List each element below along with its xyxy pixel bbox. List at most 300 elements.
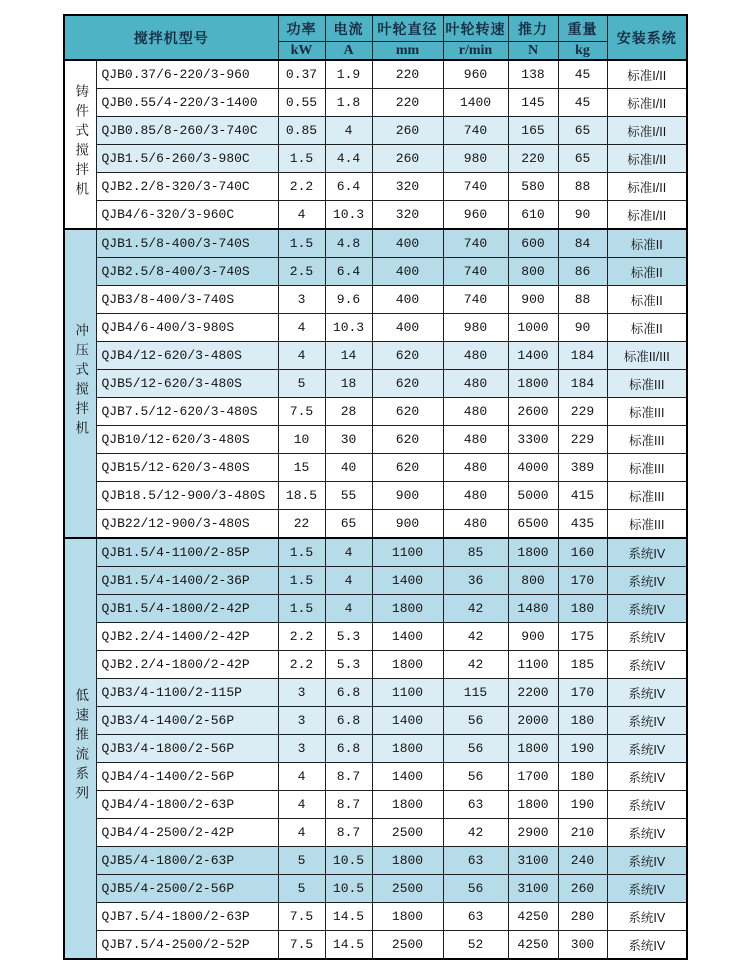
table-row: [64, 398, 687, 426]
cell-current: 6.8: [325, 679, 372, 707]
cell-speed: 480: [443, 482, 508, 510]
cell-weight: 84: [558, 229, 607, 258]
cell-power: 1.5: [278, 145, 325, 173]
cell-speed: 56: [443, 735, 508, 763]
cell-power: 7.5: [278, 903, 325, 931]
cell-install: 标准III: [607, 510, 687, 539]
cell-weight: 229: [558, 426, 607, 454]
cell-thrust: 900: [508, 623, 558, 651]
cell-power: 18.5: [278, 482, 325, 510]
cell-current: 18: [325, 370, 372, 398]
cell-model: QJB1.5/8-400/3-740S: [96, 229, 278, 258]
cell-current: 6.8: [325, 735, 372, 763]
cell-speed: 56: [443, 707, 508, 735]
cell-speed: 63: [443, 847, 508, 875]
table-row: [64, 510, 687, 539]
cell-speed: 740: [443, 286, 508, 314]
table-row: [64, 229, 687, 258]
cell-power: 7.5: [278, 931, 325, 960]
cell-diameter: 620: [372, 370, 443, 398]
cell-thrust: 600: [508, 229, 558, 258]
cell-weight: 300: [558, 931, 607, 960]
cell-speed: 63: [443, 903, 508, 931]
cell-model: QJB1.5/6-260/3-980C: [96, 145, 278, 173]
table-row: [64, 819, 687, 847]
cell-diameter: 1800: [372, 651, 443, 679]
cell-speed: 740: [443, 117, 508, 145]
cell-thrust: 2600: [508, 398, 558, 426]
cell-speed: 115: [443, 679, 508, 707]
cell-diameter: 1400: [372, 763, 443, 791]
cell-model: QJB2.2/4-1400/2-42P: [96, 623, 278, 651]
cell-weight: 88: [558, 173, 607, 201]
cell-install: 标准I/II: [607, 60, 687, 89]
cell-diameter: 2500: [372, 875, 443, 903]
cell-model: QJB4/4-1800/2-63P: [96, 791, 278, 819]
cell-power: 2.2: [278, 651, 325, 679]
cell-install: 系统IV: [607, 651, 687, 679]
cell-weight: 435: [558, 510, 607, 539]
cell-model: QJB5/4-2500/2-56P: [96, 875, 278, 903]
cell-current: 40: [325, 454, 372, 482]
table-row: [64, 791, 687, 819]
table-body: [64, 60, 687, 959]
cell-thrust: 800: [508, 567, 558, 595]
cell-install: 系统IV: [607, 903, 687, 931]
cell-diameter: 320: [372, 173, 443, 201]
cell-thrust: 1480: [508, 595, 558, 623]
column-header-weight: 重量: [558, 15, 607, 42]
table-row: [64, 482, 687, 510]
mixer-spec-table: [63, 14, 688, 960]
cell-model: QJB4/6-400/3-980S: [96, 314, 278, 342]
cell-weight: 180: [558, 763, 607, 791]
cell-diameter: 260: [372, 117, 443, 145]
cell-current: 65: [325, 510, 372, 539]
cell-thrust: 1100: [508, 651, 558, 679]
cell-speed: 480: [443, 454, 508, 482]
column-header-current: 电流: [325, 15, 372, 42]
cell-thrust: 800: [508, 258, 558, 286]
cell-thrust: 1800: [508, 538, 558, 567]
cell-thrust: 1400: [508, 342, 558, 370]
cell-weight: 65: [558, 117, 607, 145]
cell-model: QJB2.2/8-320/3-740C: [96, 173, 278, 201]
cell-current: 55: [325, 482, 372, 510]
table-row: [64, 370, 687, 398]
cell-weight: 45: [558, 60, 607, 89]
cell-speed: 980: [443, 145, 508, 173]
cell-power: 4: [278, 342, 325, 370]
cell-thrust: 2900: [508, 819, 558, 847]
table-row: [64, 735, 687, 763]
cell-weight: 260: [558, 875, 607, 903]
cell-current: 5.3: [325, 623, 372, 651]
cell-thrust: 900: [508, 286, 558, 314]
table-row: [64, 60, 687, 89]
cell-thrust: 145: [508, 89, 558, 117]
cell-diameter: 400: [372, 286, 443, 314]
cell-model: QJB4/4-2500/2-42P: [96, 819, 278, 847]
cell-diameter: 1100: [372, 538, 443, 567]
cell-speed: 480: [443, 342, 508, 370]
cell-diameter: 1400: [372, 623, 443, 651]
mixer-spec-table-wrap: [63, 14, 688, 960]
cell-current: 14: [325, 342, 372, 370]
cell-install: 标准II: [607, 258, 687, 286]
column-header-thrust: 推力: [508, 15, 558, 42]
cell-install: 标准III: [607, 398, 687, 426]
cell-current: 4: [325, 567, 372, 595]
cell-current: 4: [325, 538, 372, 567]
table-row: [64, 595, 687, 623]
cell-speed: 740: [443, 258, 508, 286]
cell-weight: 86: [558, 258, 607, 286]
cell-speed: 36: [443, 567, 508, 595]
cell-speed: 56: [443, 763, 508, 791]
unit-weight: kg: [558, 42, 607, 61]
cell-model: QJB3/4-1100/2-115P: [96, 679, 278, 707]
table-row: [64, 931, 687, 960]
cell-thrust: 4250: [508, 931, 558, 960]
cell-current: 14.5: [325, 931, 372, 960]
cell-model: QJB4/12-620/3-480S: [96, 342, 278, 370]
table-row: [64, 201, 687, 230]
cell-thrust: 6500: [508, 510, 558, 539]
table-row: [64, 903, 687, 931]
cell-model: QJB7.5/4-2500/2-52P: [96, 931, 278, 960]
cell-thrust: 2000: [508, 707, 558, 735]
cell-model: QJB2.2/4-1800/2-42P: [96, 651, 278, 679]
cell-thrust: 138: [508, 60, 558, 89]
cell-model: QJB4/6-320/3-960C: [96, 201, 278, 230]
cell-power: 0.37: [278, 60, 325, 89]
cell-power: 1.5: [278, 538, 325, 567]
cell-speed: 42: [443, 623, 508, 651]
cell-install: 系统IV: [607, 931, 687, 960]
cell-current: 6.4: [325, 173, 372, 201]
column-header-model: 搅拌机型号: [64, 15, 278, 60]
cell-thrust: 1800: [508, 735, 558, 763]
cell-current: 4.4: [325, 145, 372, 173]
cell-power: 5: [278, 875, 325, 903]
cell-power: 1.5: [278, 567, 325, 595]
cell-install: 标准III: [607, 370, 687, 398]
cell-speed: 740: [443, 229, 508, 258]
cell-install: 系统IV: [607, 538, 687, 567]
cell-current: 10.5: [325, 875, 372, 903]
cell-weight: 240: [558, 847, 607, 875]
cell-thrust: 3300: [508, 426, 558, 454]
table-row: [64, 426, 687, 454]
cell-model: QJB5/4-1800/2-63P: [96, 847, 278, 875]
cell-model: QJB7.5/12-620/3-480S: [96, 398, 278, 426]
cell-weight: 190: [558, 791, 607, 819]
cell-install: 系统IV: [607, 567, 687, 595]
cell-speed: 980: [443, 314, 508, 342]
cell-install: 标准II: [607, 286, 687, 314]
cell-power: 3: [278, 286, 325, 314]
table-row: [64, 538, 687, 567]
table-row: [64, 145, 687, 173]
cell-speed: 960: [443, 201, 508, 230]
cell-diameter: 1800: [372, 791, 443, 819]
cell-current: 10.5: [325, 847, 372, 875]
cell-speed: 85: [443, 538, 508, 567]
cell-model: QJB18.5/12-900/3-480S: [96, 482, 278, 510]
table-row: [64, 567, 687, 595]
cell-diameter: 260: [372, 145, 443, 173]
cell-power: 5: [278, 370, 325, 398]
cell-power: 3: [278, 735, 325, 763]
cell-install: 标准II: [607, 314, 687, 342]
cell-diameter: 400: [372, 314, 443, 342]
cell-diameter: 1400: [372, 567, 443, 595]
cell-install: 系统IV: [607, 875, 687, 903]
cell-weight: 190: [558, 735, 607, 763]
cell-weight: 170: [558, 679, 607, 707]
table-row: [64, 258, 687, 286]
cell-speed: 480: [443, 370, 508, 398]
cell-weight: 180: [558, 595, 607, 623]
cell-install: 标准II/III: [607, 342, 687, 370]
cell-install: 系统IV: [607, 763, 687, 791]
group-label-text: 铸件式搅拌机: [73, 84, 89, 201]
cell-power: 1.5: [278, 229, 325, 258]
cell-diameter: 1800: [372, 735, 443, 763]
cell-diameter: 1800: [372, 903, 443, 931]
cell-diameter: 1400: [372, 707, 443, 735]
cell-model: QJB7.5/4-1800/2-63P: [96, 903, 278, 931]
unit-thrust: N: [508, 42, 558, 61]
cell-thrust: 2200: [508, 679, 558, 707]
table-row: [64, 314, 687, 342]
cell-install: 标准I/II: [607, 173, 687, 201]
cell-thrust: 580: [508, 173, 558, 201]
table-row: [64, 286, 687, 314]
cell-model: QJB0.55/4-220/3-1400: [96, 89, 278, 117]
cell-install: 标准III: [607, 426, 687, 454]
cell-install: 系统IV: [607, 595, 687, 623]
cell-speed: 63: [443, 791, 508, 819]
cell-power: 3: [278, 679, 325, 707]
cell-power: 2.2: [278, 623, 325, 651]
cell-diameter: 620: [372, 454, 443, 482]
table-row: [64, 875, 687, 903]
table-row: [64, 173, 687, 201]
cell-weight: 65: [558, 145, 607, 173]
cell-diameter: 1100: [372, 679, 443, 707]
cell-diameter: 620: [372, 426, 443, 454]
cell-diameter: 2500: [372, 931, 443, 960]
cell-current: 9.6: [325, 286, 372, 314]
cell-weight: 184: [558, 342, 607, 370]
cell-weight: 170: [558, 567, 607, 595]
cell-model: QJB5/12-620/3-480S: [96, 370, 278, 398]
cell-install: 系统IV: [607, 847, 687, 875]
cell-weight: 229: [558, 398, 607, 426]
cell-install: 标准I/II: [607, 89, 687, 117]
cell-current: 5.3: [325, 651, 372, 679]
cell-current: 4: [325, 595, 372, 623]
cell-power: 7.5: [278, 398, 325, 426]
cell-power: 4: [278, 791, 325, 819]
cell-power: 2.5: [278, 258, 325, 286]
cell-speed: 42: [443, 595, 508, 623]
unit-power: kW: [278, 42, 325, 61]
cell-install: 系统IV: [607, 679, 687, 707]
cell-diameter: 400: [372, 229, 443, 258]
cell-current: 28: [325, 398, 372, 426]
cell-power: 1.5: [278, 595, 325, 623]
cell-thrust: 4000: [508, 454, 558, 482]
cell-current: 30: [325, 426, 372, 454]
cell-install: 标准I/II: [607, 145, 687, 173]
cell-speed: 52: [443, 931, 508, 960]
cell-weight: 280: [558, 903, 607, 931]
cell-weight: 210: [558, 819, 607, 847]
cell-install: 标准I/II: [607, 201, 687, 230]
cell-current: 10.3: [325, 201, 372, 230]
table-row: [64, 651, 687, 679]
cell-diameter: 1800: [372, 595, 443, 623]
cell-weight: 90: [558, 314, 607, 342]
cell-speed: 42: [443, 819, 508, 847]
cell-weight: 90: [558, 201, 607, 230]
cell-thrust: 5000: [508, 482, 558, 510]
cell-speed: 740: [443, 173, 508, 201]
cell-weight: 184: [558, 370, 607, 398]
cell-power: 2.2: [278, 173, 325, 201]
table-row: [64, 117, 687, 145]
cell-model: QJB1.5/4-1400/2-36P: [96, 567, 278, 595]
cell-current: 4.8: [325, 229, 372, 258]
cell-thrust: 1800: [508, 370, 558, 398]
cell-model: QJB2.5/8-400/3-740S: [96, 258, 278, 286]
unit-speed: r/min: [443, 42, 508, 61]
cell-install: 标准II: [607, 229, 687, 258]
cell-power: 4: [278, 819, 325, 847]
cell-install: 系统IV: [607, 707, 687, 735]
column-header-power: 功率: [278, 15, 325, 42]
cell-model: QJB1.5/4-1800/2-42P: [96, 595, 278, 623]
cell-current: 1.8: [325, 89, 372, 117]
cell-power: 4: [278, 763, 325, 791]
cell-power: 10: [278, 426, 325, 454]
cell-power: 3: [278, 707, 325, 735]
cell-current: 6.8: [325, 707, 372, 735]
cell-model: QJB4/4-1400/2-56P: [96, 763, 278, 791]
cell-speed: 960: [443, 60, 508, 89]
table-row: [64, 847, 687, 875]
cell-install: 系统IV: [607, 819, 687, 847]
cell-thrust: 1000: [508, 314, 558, 342]
cell-thrust: 1700: [508, 763, 558, 791]
cell-speed: 1400: [443, 89, 508, 117]
cell-speed: 480: [443, 398, 508, 426]
group-label-cell: [64, 229, 96, 538]
table-header: [64, 15, 687, 60]
cell-speed: 56: [443, 875, 508, 903]
cell-install: 系统IV: [607, 791, 687, 819]
cell-speed: 480: [443, 426, 508, 454]
cell-diameter: 620: [372, 398, 443, 426]
group-label-text: 低速推流系列: [73, 688, 89, 805]
cell-model: QJB1.5/4-1100/2-85P: [96, 538, 278, 567]
cell-diameter: 320: [372, 201, 443, 230]
cell-current: 8.7: [325, 819, 372, 847]
cell-diameter: 220: [372, 89, 443, 117]
cell-speed: 42: [443, 651, 508, 679]
table-row: [64, 707, 687, 735]
cell-diameter: 220: [372, 60, 443, 89]
cell-weight: 185: [558, 651, 607, 679]
cell-diameter: 900: [372, 510, 443, 539]
table-row: [64, 89, 687, 117]
table-row: [64, 454, 687, 482]
cell-model: QJB0.85/8-260/3-740C: [96, 117, 278, 145]
cell-model: QJB3/4-1400/2-56P: [96, 707, 278, 735]
table-row: [64, 679, 687, 707]
unit-diameter: mm: [372, 42, 443, 61]
cell-power: 0.85: [278, 117, 325, 145]
cell-weight: 88: [558, 286, 607, 314]
cell-thrust: 165: [508, 117, 558, 145]
cell-thrust: 610: [508, 201, 558, 230]
cell-install: 系统IV: [607, 735, 687, 763]
cell-speed: 480: [443, 510, 508, 539]
cell-install: 标准I/II: [607, 117, 687, 145]
cell-current: 1.9: [325, 60, 372, 89]
cell-thrust: 3100: [508, 875, 558, 903]
cell-thrust: 4250: [508, 903, 558, 931]
cell-model: QJB22/12-900/3-480S: [96, 510, 278, 539]
group-label-cell: [64, 538, 96, 959]
cell-install: 标准III: [607, 482, 687, 510]
cell-current: 6.4: [325, 258, 372, 286]
unit-current: A: [325, 42, 372, 61]
cell-model: QJB10/12-620/3-480S: [96, 426, 278, 454]
cell-model: QJB15/12-620/3-480S: [96, 454, 278, 482]
cell-weight: 160: [558, 538, 607, 567]
cell-current: 14.5: [325, 903, 372, 931]
cell-power: 5: [278, 847, 325, 875]
cell-diameter: 1800: [372, 847, 443, 875]
group-label-cell: [64, 60, 96, 229]
cell-power: 4: [278, 314, 325, 342]
cell-power: 4: [278, 201, 325, 230]
column-header-diameter: 叶轮直径: [372, 15, 443, 42]
cell-model: QJB0.37/6-220/3-960: [96, 60, 278, 89]
table-row: [64, 623, 687, 651]
cell-current: 8.7: [325, 791, 372, 819]
table-row: [64, 763, 687, 791]
cell-diameter: 2500: [372, 819, 443, 847]
column-header-speed: 叶轮转速: [443, 15, 508, 42]
cell-diameter: 620: [372, 342, 443, 370]
group-label-text: 冲压式搅拌机: [73, 323, 89, 440]
cell-model: QJB3/8-400/3-740S: [96, 286, 278, 314]
cell-model: QJB3/4-1800/2-56P: [96, 735, 278, 763]
cell-power: 22: [278, 510, 325, 539]
cell-power: 0.55: [278, 89, 325, 117]
cell-thrust: 3100: [508, 847, 558, 875]
cell-install: 标准III: [607, 454, 687, 482]
cell-thrust: 1800: [508, 791, 558, 819]
cell-current: 8.7: [325, 763, 372, 791]
cell-weight: 415: [558, 482, 607, 510]
column-header-install: 安装系统: [607, 15, 687, 60]
